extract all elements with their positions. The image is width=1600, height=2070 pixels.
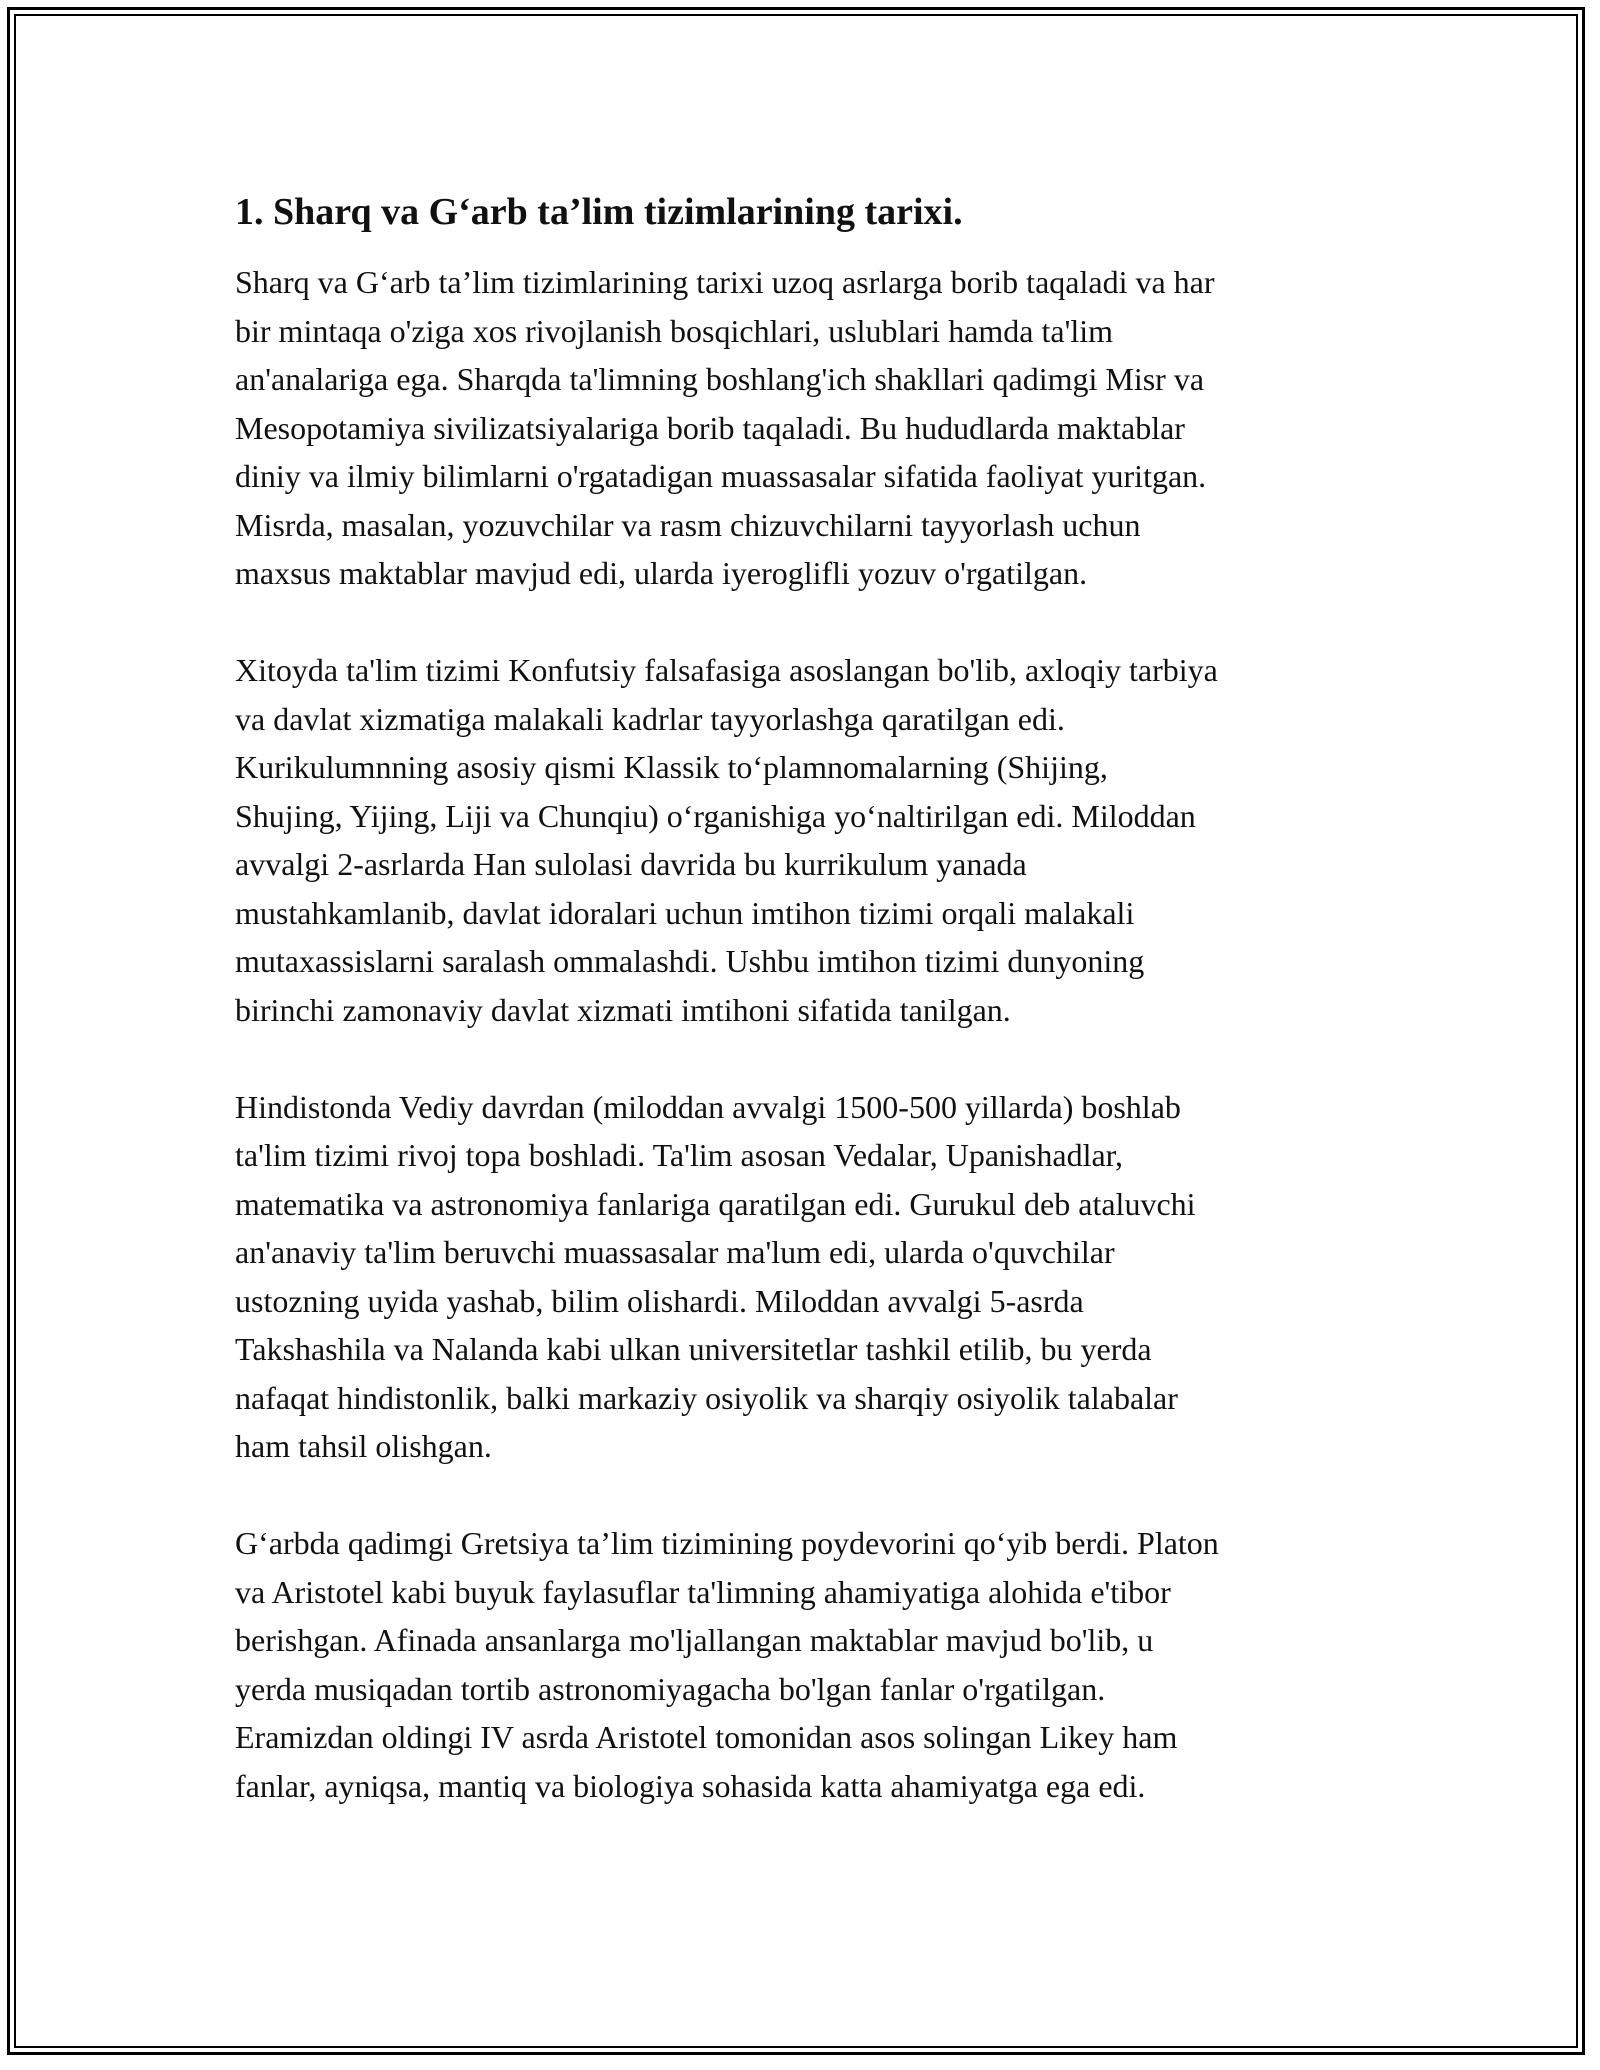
paragraph-xitoy <box>235 646 1375 1034</box>
text-line: Xitoyda ta'lim tizimi Konfutsiy falsafasiga asoslangan bo'lib, axloqiy tarbiya <box>235 652 1218 688</box>
text-line: va davlat xizmatiga malakali kadrlar tayyorlashga qaratilgan edi. <box>235 700 1065 737</box>
text-line: ta'lim tizimi rivoj topa boshladi. Ta'lim asosan Vedalar, Upanishadlar, <box>235 1137 1124 1173</box>
text-line: Mesopotamiya sivilizatsiyalariga borib taqaladi. Bu hududlarda maktablar <box>235 409 1185 446</box>
section-heading: 1. Sharq va G‘arb ta’lim tizimlarining tarixi. <box>235 191 963 233</box>
text-line: Kurikulumnning asosiy qismi Klassik to‘plamnomalarning (Shijing, <box>235 749 1108 785</box>
text-line: Sharq va G‘arb ta’lim tizimlarining tarixi uzoq asrlarga borib taqaladi va har <box>235 264 1215 300</box>
text-line: ustozning uyida yashab, bilim olishardi. Miloddan avvalgi 5-asrda <box>235 1282 1084 1319</box>
text-line: Eramizdan oldingi IV asrda Aristotel tomonidan asos solingan Likey ham <box>235 1719 1178 1755</box>
text-line: Takshashila va Nalanda kabi ulkan universitetlar tashkil etilib, bu yerda <box>235 1331 1152 1367</box>
text-line: maxsus maktablar mavjud edi, ularda iyeroglifli yozuv o'rgatilgan. <box>235 555 1088 591</box>
text-line: fanlar, ayniqsa, mantiq va biologiya sohasida katta ahamiyatga ega edi. <box>235 1767 1146 1804</box>
text-line: matematika va astronomiya fanlariga qaratilgan edi. Gurukul deb ataluvchi <box>235 1185 1196 1222</box>
text-line: berishgan. Afinada ansanlarga mo'ljallangan maktablar mavjud bo'lib, u <box>235 1622 1154 1658</box>
text-line: mustahkamlanib, davlat idoralari uchun imtihon tizimi orqali malakali <box>235 894 1135 931</box>
text-line: yerda musiqadan tortib astronomiyagacha bo'lgan fanlar o'rgatilgan. <box>235 1670 1106 1707</box>
text-line: nafaqat hindistonlik, balki markaziy osiyolik va sharqiy osiyolik talabalar <box>235 1379 1178 1416</box>
text-line: mutaxassislarni saralash ommalashdi. Ushbu imtihon tizimi dunyoning <box>235 943 1145 979</box>
text-line: ham tahsil olishgan. <box>235 1428 492 1464</box>
text-line: va Aristotel kabi buyuk faylasuflar ta'limning ahamiyatiga alohida e'tibor <box>235 1573 1171 1610</box>
text-line: bir mintaqa o'ziga xos rivojlanish bosqichlari, uslublari hamda ta'lim <box>235 312 1114 349</box>
text-line: Shujing, Yijing, Liji va Chunqiu) o‘rganishiga yo‘naltirilgan edi. Miloddan <box>235 797 1196 834</box>
text-line: an'analariga ega. Sharqda ta'limning boshlang'ich shakllari qadimgi Misr va <box>235 361 1205 397</box>
paragraph-garb <box>235 1519 1375 1810</box>
text-line: birinchi zamonaviy davlat xizmati imtihoni sifatida tanilgan. <box>235 991 1011 1028</box>
text-line: Hindistonda Vediy davrdan (miloddan avvalgi 1500-500 yillarda) boshlab <box>235 1088 1181 1125</box>
document-body <box>235 186 1375 1859</box>
text-line: avvalgi 2-asrlarda Han sulolasi davrida bu kurrikulum yanada <box>235 846 1027 882</box>
paragraph-sharq-intro <box>235 258 1375 598</box>
paragraph-hindiston <box>235 1083 1375 1471</box>
text-line: an'anaviy ta'lim beruvchi muassasalar ma'lum edi, ularda o'quvchilar <box>235 1234 1115 1270</box>
text-line: diniy va ilmiy bilimlarni o'rgatadigan muassasalar sifatida faoliyat yuritgan. <box>235 458 1207 494</box>
text-line: Misrda, masalan, yozuvchilar va rasm chizuvchilarni tayyorlash uchun <box>235 506 1141 543</box>
text-line: G‘arbda qadimgi Gretsiya ta’lim tizimining poydevorini qo‘yib berdi. Platon <box>235 1525 1219 1561</box>
